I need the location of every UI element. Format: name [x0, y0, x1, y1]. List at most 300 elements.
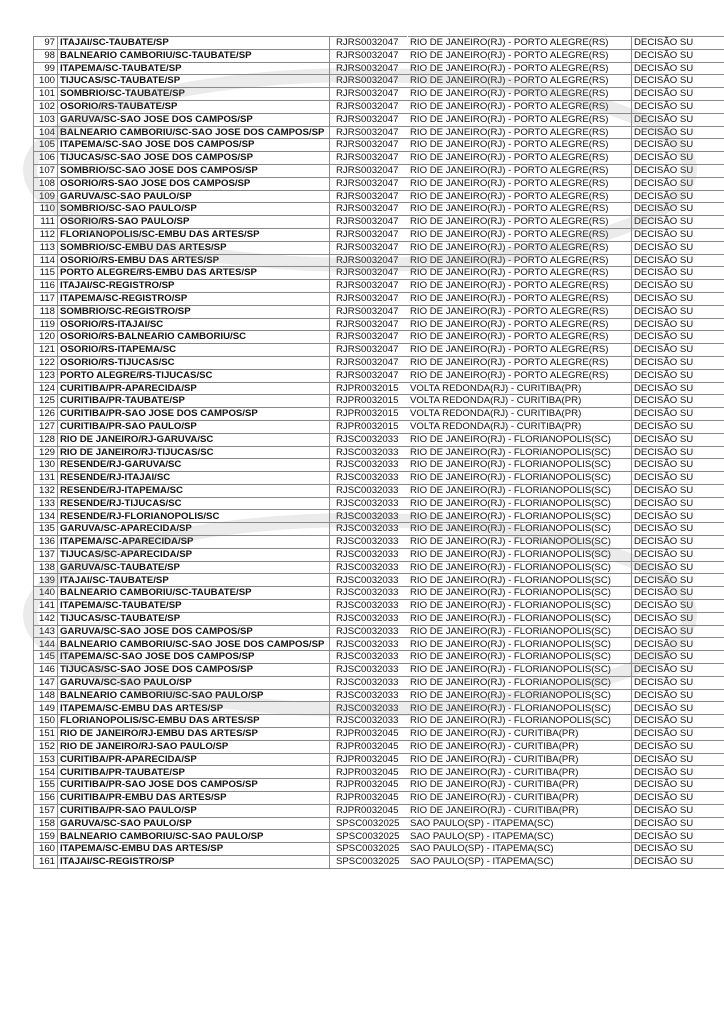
route-cell: RESENDE/RJ-TIJUCAS/SC: [58, 497, 330, 510]
description-cell: RIO DE JANEIRO(RJ) - FLORIANOPOLIS(SC): [408, 459, 632, 472]
row-number: 99: [34, 62, 58, 75]
row-number: 149: [34, 702, 58, 715]
decision-cell: DECISÃO SU: [632, 484, 724, 497]
code-cell: RJSC0032033: [330, 536, 408, 549]
code-cell: RJRS0032047: [330, 100, 408, 113]
table-row: [34, 446, 724, 459]
decision-cell: DECISÃO SU: [632, 612, 724, 625]
row-number: 153: [34, 753, 58, 766]
description-cell: RIO DE JANEIRO(RJ) - PORTO ALEGRE(RS): [408, 164, 632, 177]
description-cell: VOLTA REDONDA(RJ) - CURITIBA(PR): [408, 420, 632, 433]
description-cell: RIO DE JANEIRO(RJ) - PORTO ALEGRE(RS): [408, 190, 632, 203]
route-cell: ITAPEMA/SC-TAUBATE/SP: [58, 62, 330, 75]
route-cell: RESENDE/RJ-ITAPEMA/SC: [58, 484, 330, 497]
table-row: [34, 664, 724, 677]
code-cell: SPSC0032025: [330, 817, 408, 830]
code-cell: RJRS0032047: [330, 216, 408, 229]
code-cell: RJRS0032047: [330, 331, 408, 344]
table-row: [34, 600, 724, 613]
code-cell: RJSC0032033: [330, 625, 408, 638]
code-cell: RJRS0032047: [330, 113, 408, 126]
table-row: [34, 689, 724, 702]
code-cell: RJRS0032047: [330, 62, 408, 75]
code-cell: RJSC0032033: [330, 715, 408, 728]
code-cell: SPSC0032025: [330, 843, 408, 856]
table-row: [34, 420, 724, 433]
decision-cell: DECISÃO SU: [632, 779, 724, 792]
code-cell: RJRS0032047: [330, 49, 408, 62]
row-number: 109: [34, 190, 58, 203]
table-row: [34, 817, 724, 830]
description-cell: RIO DE JANEIRO(RJ) - PORTO ALEGRE(RS): [408, 139, 632, 152]
route-cell: RIO DE JANEIRO/RJ-TIJUCAS/SC: [58, 446, 330, 459]
description-cell: RIO DE JANEIRO(RJ) - PORTO ALEGRE(RS): [408, 228, 632, 241]
code-cell: RJSC0032033: [330, 510, 408, 523]
table-row: [34, 126, 724, 139]
decision-cell: DECISÃO SU: [632, 433, 724, 446]
row-number: 119: [34, 318, 58, 331]
decision-cell: DECISÃO SU: [632, 113, 724, 126]
row-number: 161: [34, 856, 58, 869]
route-cell: OSORIO/RS-BALNEARIO CAMBORIU/SC: [58, 331, 330, 344]
code-cell: RJRS0032047: [330, 241, 408, 254]
table-row: [34, 100, 724, 113]
route-cell: BALNEARIO CAMBORIU/SC-SAO JOSE DOS CAMPOS/SP: [58, 126, 330, 139]
code-cell: RJSC0032033: [330, 497, 408, 510]
description-cell: RIO DE JANEIRO(RJ) - FLORIANOPOLIS(SC): [408, 510, 632, 523]
table-row: [34, 843, 724, 856]
route-cell: OSORIO/RS-SAO PAULO/SP: [58, 216, 330, 229]
decision-cell: DECISÃO SU: [632, 382, 724, 395]
description-cell: RIO DE JANEIRO(RJ) - PORTO ALEGRE(RS): [408, 331, 632, 344]
code-cell: RJRS0032047: [330, 37, 408, 50]
routes-table-body: [34, 37, 724, 869]
table-row: [34, 164, 724, 177]
code-cell: RJSC0032033: [330, 689, 408, 702]
route-cell: RESENDE/RJ-GARUVA/SC: [58, 459, 330, 472]
route-cell: ITAJAI/SC-TAUBATE/SP: [58, 574, 330, 587]
decision-cell: DECISÃO SU: [632, 600, 724, 613]
row-number: 105: [34, 139, 58, 152]
code-cell: RJRS0032047: [330, 203, 408, 216]
code-cell: RJPR0032045: [330, 753, 408, 766]
description-cell: RIO DE JANEIRO(RJ) - FLORIANOPOLIS(SC): [408, 600, 632, 613]
row-number: 125: [34, 395, 58, 408]
table-row: [34, 280, 724, 293]
description-cell: RIO DE JANEIRO(RJ) - FLORIANOPOLIS(SC): [408, 651, 632, 664]
row-number: 142: [34, 612, 58, 625]
description-cell: RIO DE JANEIRO(RJ) - FLORIANOPOLIS(SC): [408, 612, 632, 625]
row-number: 110: [34, 203, 58, 216]
table-row: [34, 497, 724, 510]
decision-cell: DECISÃO SU: [632, 548, 724, 561]
row-number: 140: [34, 587, 58, 600]
route-cell: ITAPEMA/SC-REGISTRO/SP: [58, 292, 330, 305]
decision-cell: DECISÃO SU: [632, 216, 724, 229]
description-cell: RIO DE JANEIRO(RJ) - FLORIANOPOLIS(SC): [408, 587, 632, 600]
table-row: [34, 612, 724, 625]
decision-cell: DECISÃO SU: [632, 395, 724, 408]
description-cell: RIO DE JANEIRO(RJ) - FLORIANOPOLIS(SC): [408, 574, 632, 587]
table-row: [34, 216, 724, 229]
decision-cell: DECISÃO SU: [632, 536, 724, 549]
table-row: [34, 715, 724, 728]
route-cell: GARUVA/SC-SAO JOSE DOS CAMPOS/SP: [58, 625, 330, 638]
route-cell: BALNEARIO CAMBORIU/SC-TAUBATE/SP: [58, 49, 330, 62]
decision-cell: DECISÃO SU: [632, 523, 724, 536]
description-cell: SAO PAULO(SP) - ITAPEMA(SC): [408, 830, 632, 843]
description-cell: RIO DE JANEIRO(RJ) - PORTO ALEGRE(RS): [408, 356, 632, 369]
code-cell: RJRS0032047: [330, 344, 408, 357]
route-cell: GARUVA/SC-APARECIDA/SP: [58, 523, 330, 536]
decision-cell: DECISÃO SU: [632, 728, 724, 741]
table-row: [34, 177, 724, 190]
route-cell: RESENDE/RJ-ITAJAI/SC: [58, 472, 330, 485]
route-cell: FLORIANOPOLIS/SC-EMBU DAS ARTES/SP: [58, 228, 330, 241]
description-cell: RIO DE JANEIRO(RJ) - CURITIBA(PR): [408, 740, 632, 753]
decision-cell: DECISÃO SU: [632, 139, 724, 152]
decision-cell: DECISÃO SU: [632, 356, 724, 369]
decision-cell: DECISÃO SU: [632, 100, 724, 113]
description-cell: RIO DE JANEIRO(RJ) - FLORIANOPOLIS(SC): [408, 702, 632, 715]
description-cell: VOLTA REDONDA(RJ) - CURITIBA(PR): [408, 408, 632, 421]
code-cell: RJPR0032045: [330, 728, 408, 741]
row-number: 143: [34, 625, 58, 638]
description-cell: RIO DE JANEIRO(RJ) - PORTO ALEGRE(RS): [408, 305, 632, 318]
decision-cell: DECISÃO SU: [632, 676, 724, 689]
decision-cell: DECISÃO SU: [632, 472, 724, 485]
row-number: 100: [34, 75, 58, 88]
decision-cell: DECISÃO SU: [632, 740, 724, 753]
row-number: 103: [34, 113, 58, 126]
route-cell: RIO DE JANEIRO/RJ-EMBU DAS ARTES/SP: [58, 728, 330, 741]
row-number: 131: [34, 472, 58, 485]
code-cell: RJSC0032033: [330, 523, 408, 536]
decision-cell: DECISÃO SU: [632, 292, 724, 305]
description-cell: RIO DE JANEIRO(RJ) - CURITIBA(PR): [408, 753, 632, 766]
row-number: 138: [34, 561, 58, 574]
code-cell: RJSC0032033: [330, 612, 408, 625]
decision-cell: DECISÃO SU: [632, 446, 724, 459]
decision-cell: DECISÃO SU: [632, 408, 724, 421]
table-row: [34, 472, 724, 485]
table-row: [34, 676, 724, 689]
code-cell: RJRS0032047: [330, 369, 408, 382]
decision-cell: DECISÃO SU: [632, 280, 724, 293]
code-cell: RJRS0032047: [330, 318, 408, 331]
description-cell: RIO DE JANEIRO(RJ) - PORTO ALEGRE(RS): [408, 177, 632, 190]
route-cell: TIJUCAS/SC-APARECIDA/SP: [58, 548, 330, 561]
row-number: 132: [34, 484, 58, 497]
table-row: [34, 625, 724, 638]
code-cell: RJSC0032033: [330, 664, 408, 677]
row-number: 117: [34, 292, 58, 305]
table-row: [34, 510, 724, 523]
route-cell: OSORIO/RS-ITAPEMA/SC: [58, 344, 330, 357]
description-cell: RIO DE JANEIRO(RJ) - FLORIANOPOLIS(SC): [408, 689, 632, 702]
document-page: [33, 36, 724, 869]
decision-cell: DECISÃO SU: [632, 753, 724, 766]
description-cell: RIO DE JANEIRO(RJ) - CURITIBA(PR): [408, 766, 632, 779]
decision-cell: DECISÃO SU: [632, 638, 724, 651]
code-cell: SPSC0032025: [330, 856, 408, 869]
row-number: 122: [34, 356, 58, 369]
description-cell: RIO DE JANEIRO(RJ) - PORTO ALEGRE(RS): [408, 126, 632, 139]
row-number: 144: [34, 638, 58, 651]
table-row: [34, 804, 724, 817]
row-number: 121: [34, 344, 58, 357]
description-cell: RIO DE JANEIRO(RJ) - CURITIBA(PR): [408, 792, 632, 805]
route-cell: CURITIBA/PR-SAO PAULO/SP: [58, 420, 330, 433]
row-number: 113: [34, 241, 58, 254]
route-cell: SOMBRIO/SC-SAO PAULO/SP: [58, 203, 330, 216]
code-cell: RJRS0032047: [330, 88, 408, 101]
code-cell: RJRS0032047: [330, 254, 408, 267]
route-cell: SOMBRIO/SC-REGISTRO/SP: [58, 305, 330, 318]
description-cell: RIO DE JANEIRO(RJ) - FLORIANOPOLIS(SC): [408, 523, 632, 536]
table-row: [34, 766, 724, 779]
row-number: 115: [34, 267, 58, 280]
description-cell: RIO DE JANEIRO(RJ) - PORTO ALEGRE(RS): [408, 113, 632, 126]
description-cell: RIO DE JANEIRO(RJ) - PORTO ALEGRE(RS): [408, 254, 632, 267]
code-cell: RJRS0032047: [330, 228, 408, 241]
table-row: [34, 254, 724, 267]
code-cell: RJPR0032045: [330, 779, 408, 792]
description-cell: RIO DE JANEIRO(RJ) - PORTO ALEGRE(RS): [408, 344, 632, 357]
decision-cell: DECISÃO SU: [632, 651, 724, 664]
description-cell: RIO DE JANEIRO(RJ) - FLORIANOPOLIS(SC): [408, 638, 632, 651]
code-cell: RJRS0032047: [330, 139, 408, 152]
route-cell: TIJUCAS/SC-TAUBATE/SP: [58, 75, 330, 88]
table-row: [34, 408, 724, 421]
table-row: [34, 331, 724, 344]
row-number: 124: [34, 382, 58, 395]
route-cell: OSORIO/RS-TAUBATE/SP: [58, 100, 330, 113]
description-cell: VOLTA REDONDA(RJ) - CURITIBA(PR): [408, 382, 632, 395]
table-row: [34, 728, 724, 741]
description-cell: RIO DE JANEIRO(RJ) - PORTO ALEGRE(RS): [408, 203, 632, 216]
decision-cell: DECISÃO SU: [632, 49, 724, 62]
route-cell: OSORIO/RS-ITAJAI/SC: [58, 318, 330, 331]
row-number: 97: [34, 37, 58, 50]
description-cell: RIO DE JANEIRO(RJ) - FLORIANOPOLIS(SC): [408, 664, 632, 677]
description-cell: RIO DE JANEIRO(RJ) - FLORIANOPOLIS(SC): [408, 472, 632, 485]
table-row: [34, 459, 724, 472]
code-cell: RJPR0032015: [330, 408, 408, 421]
description-cell: RIO DE JANEIRO(RJ) - PORTO ALEGRE(RS): [408, 37, 632, 50]
description-cell: RIO DE JANEIRO(RJ) - PORTO ALEGRE(RS): [408, 267, 632, 280]
code-cell: RJPR0032045: [330, 766, 408, 779]
decision-cell: DECISÃO SU: [632, 715, 724, 728]
description-cell: RIO DE JANEIRO(RJ) - PORTO ALEGRE(RS): [408, 75, 632, 88]
route-cell: BALNEARIO CAMBORIU/SC-SAO JOSE DOS CAMPOS/SP: [58, 638, 330, 651]
code-cell: RJSC0032033: [330, 587, 408, 600]
table-row: [34, 139, 724, 152]
code-cell: RJPR0032045: [330, 792, 408, 805]
table-row: [34, 356, 724, 369]
code-cell: RJSC0032033: [330, 484, 408, 497]
table-row: [34, 433, 724, 446]
route-cell: GARUVA/SC-SAO JOSE DOS CAMPOS/SP: [58, 113, 330, 126]
description-cell: VOLTA REDONDA(RJ) - CURITIBA(PR): [408, 395, 632, 408]
description-cell: RIO DE JANEIRO(RJ) - PORTO ALEGRE(RS): [408, 152, 632, 165]
row-number: 104: [34, 126, 58, 139]
row-number: 155: [34, 779, 58, 792]
code-cell: RJRS0032047: [330, 177, 408, 190]
description-cell: RIO DE JANEIRO(RJ) - FLORIANOPOLIS(SC): [408, 446, 632, 459]
table-row: [34, 561, 724, 574]
route-cell: GARUVA/SC-TAUBATE/SP: [58, 561, 330, 574]
table-row: [34, 484, 724, 497]
decision-cell: DECISÃO SU: [632, 152, 724, 165]
description-cell: RIO DE JANEIRO(RJ) - CURITIBA(PR): [408, 728, 632, 741]
row-number: 152: [34, 740, 58, 753]
route-cell: ITAPEMA/SC-EMBU DAS ARTES/SP: [58, 843, 330, 856]
route-cell: CURITIBA/PR-TAUBATE/SP: [58, 395, 330, 408]
row-number: 159: [34, 830, 58, 843]
table-row: [34, 702, 724, 715]
table-row: [34, 228, 724, 241]
description-cell: SAO PAULO(SP) - ITAPEMA(SC): [408, 843, 632, 856]
decision-cell: DECISÃO SU: [632, 459, 724, 472]
row-number: 128: [34, 433, 58, 446]
decision-cell: DECISÃO SU: [632, 177, 724, 190]
code-cell: RJSC0032033: [330, 472, 408, 485]
route-cell: GARUVA/SC-SAO PAULO/SP: [58, 190, 330, 203]
description-cell: RIO DE JANEIRO(RJ) - PORTO ALEGRE(RS): [408, 49, 632, 62]
description-cell: RIO DE JANEIRO(RJ) - FLORIANOPOLIS(SC): [408, 561, 632, 574]
row-number: 145: [34, 651, 58, 664]
decision-cell: DECISÃO SU: [632, 37, 724, 50]
row-number: 101: [34, 88, 58, 101]
decision-cell: DECISÃO SU: [632, 574, 724, 587]
table-row: [34, 88, 724, 101]
code-cell: RJSC0032033: [330, 561, 408, 574]
row-number: 157: [34, 804, 58, 817]
description-cell: RIO DE JANEIRO(RJ) - CURITIBA(PR): [408, 804, 632, 817]
decision-cell: DECISÃO SU: [632, 369, 724, 382]
table-row: [34, 548, 724, 561]
table-row: [34, 369, 724, 382]
code-cell: RJSC0032033: [330, 574, 408, 587]
description-cell: RIO DE JANEIRO(RJ) - PORTO ALEGRE(RS): [408, 62, 632, 75]
description-cell: RIO DE JANEIRO(RJ) - FLORIANOPOLIS(SC): [408, 484, 632, 497]
row-number: 148: [34, 689, 58, 702]
table-row: [34, 523, 724, 536]
table-row: [34, 190, 724, 203]
code-cell: RJSC0032033: [330, 446, 408, 459]
table-row: [34, 305, 724, 318]
route-cell: ITAPEMA/SC-TAUBATE/SP: [58, 600, 330, 613]
decision-cell: DECISÃO SU: [632, 702, 724, 715]
code-cell: SPSC0032025: [330, 830, 408, 843]
code-cell: RJPR0032015: [330, 395, 408, 408]
table-row: [34, 113, 724, 126]
route-cell: CURITIBA/PR-APARECIDA/SP: [58, 382, 330, 395]
row-number: 151: [34, 728, 58, 741]
table-row: [34, 574, 724, 587]
decision-cell: DECISÃO SU: [632, 766, 724, 779]
decision-cell: DECISÃO SU: [632, 62, 724, 75]
table-row: [34, 382, 724, 395]
row-number: 139: [34, 574, 58, 587]
decision-cell: DECISÃO SU: [632, 497, 724, 510]
route-cell: ITAJAI/SC-REGISTRO/SP: [58, 280, 330, 293]
decision-cell: DECISÃO SU: [632, 254, 724, 267]
table-row: [34, 49, 724, 62]
table-row: [34, 267, 724, 280]
row-number: 135: [34, 523, 58, 536]
routes-table: [33, 36, 724, 869]
route-cell: TIJUCAS/SC-TAUBATE/SP: [58, 612, 330, 625]
route-cell: FLORIANOPOLIS/SC-EMBU DAS ARTES/SP: [58, 715, 330, 728]
description-cell: RIO DE JANEIRO(RJ) - CURITIBA(PR): [408, 779, 632, 792]
code-cell: RJPR0032015: [330, 382, 408, 395]
code-cell: RJRS0032047: [330, 164, 408, 177]
decision-cell: DECISÃO SU: [632, 856, 724, 869]
route-cell: ITAJAI/SC-TAUBATE/SP: [58, 37, 330, 50]
route-cell: CURITIBA/PR-SAO JOSE DOS CAMPOS/SP: [58, 779, 330, 792]
code-cell: RJRS0032047: [330, 305, 408, 318]
decision-cell: DECISÃO SU: [632, 344, 724, 357]
table-row: [34, 792, 724, 805]
description-cell: RIO DE JANEIRO(RJ) - PORTO ALEGRE(RS): [408, 100, 632, 113]
route-cell: ITAPEMA/SC-SAO JOSE DOS CAMPOS/SP: [58, 651, 330, 664]
row-number: 107: [34, 164, 58, 177]
code-cell: RJPR0032015: [330, 420, 408, 433]
route-cell: PORTO ALEGRE/RS-EMBU DAS ARTES/SP: [58, 267, 330, 280]
decision-cell: DECISÃO SU: [632, 804, 724, 817]
row-number: 118: [34, 305, 58, 318]
code-cell: RJSC0032033: [330, 638, 408, 651]
row-number: 127: [34, 420, 58, 433]
description-cell: RIO DE JANEIRO(RJ) - FLORIANOPOLIS(SC): [408, 536, 632, 549]
route-cell: BALNEARIO CAMBORIU/SC-SAO PAULO/SP: [58, 689, 330, 702]
decision-cell: DECISÃO SU: [632, 228, 724, 241]
decision-cell: DECISÃO SU: [632, 164, 724, 177]
table-row: [34, 318, 724, 331]
table-row: [34, 62, 724, 75]
description-cell: RIO DE JANEIRO(RJ) - PORTO ALEGRE(RS): [408, 241, 632, 254]
row-number: 102: [34, 100, 58, 113]
description-cell: RIO DE JANEIRO(RJ) - FLORIANOPOLIS(SC): [408, 676, 632, 689]
code-cell: RJPR0032045: [330, 804, 408, 817]
decision-cell: DECISÃO SU: [632, 190, 724, 203]
decision-cell: DECISÃO SU: [632, 267, 724, 280]
row-number: 156: [34, 792, 58, 805]
row-number: 120: [34, 331, 58, 344]
route-cell: SOMBRIO/SC-TAUBATE/SP: [58, 88, 330, 101]
row-number: 158: [34, 817, 58, 830]
decision-cell: DECISÃO SU: [632, 420, 724, 433]
table-row: [34, 740, 724, 753]
code-cell: RJRS0032047: [330, 356, 408, 369]
table-row: [34, 344, 724, 357]
route-cell: CURITIBA/PR-EMBU DAS ARTES/SP: [58, 792, 330, 805]
route-cell: CURITIBA/PR-TAUBATE/SP: [58, 766, 330, 779]
table-row: [34, 241, 724, 254]
row-number: 123: [34, 369, 58, 382]
row-number: 133: [34, 497, 58, 510]
description-cell: RIO DE JANEIRO(RJ) - PORTO ALEGRE(RS): [408, 369, 632, 382]
route-cell: CURITIBA/PR-APARECIDA/SP: [58, 753, 330, 766]
table-row: [34, 587, 724, 600]
code-cell: RJRS0032047: [330, 126, 408, 139]
row-number: 126: [34, 408, 58, 421]
table-row: [34, 292, 724, 305]
code-cell: RJPR0032045: [330, 740, 408, 753]
route-cell: OSORIO/RS-SAO JOSE DOS CAMPOS/SP: [58, 177, 330, 190]
